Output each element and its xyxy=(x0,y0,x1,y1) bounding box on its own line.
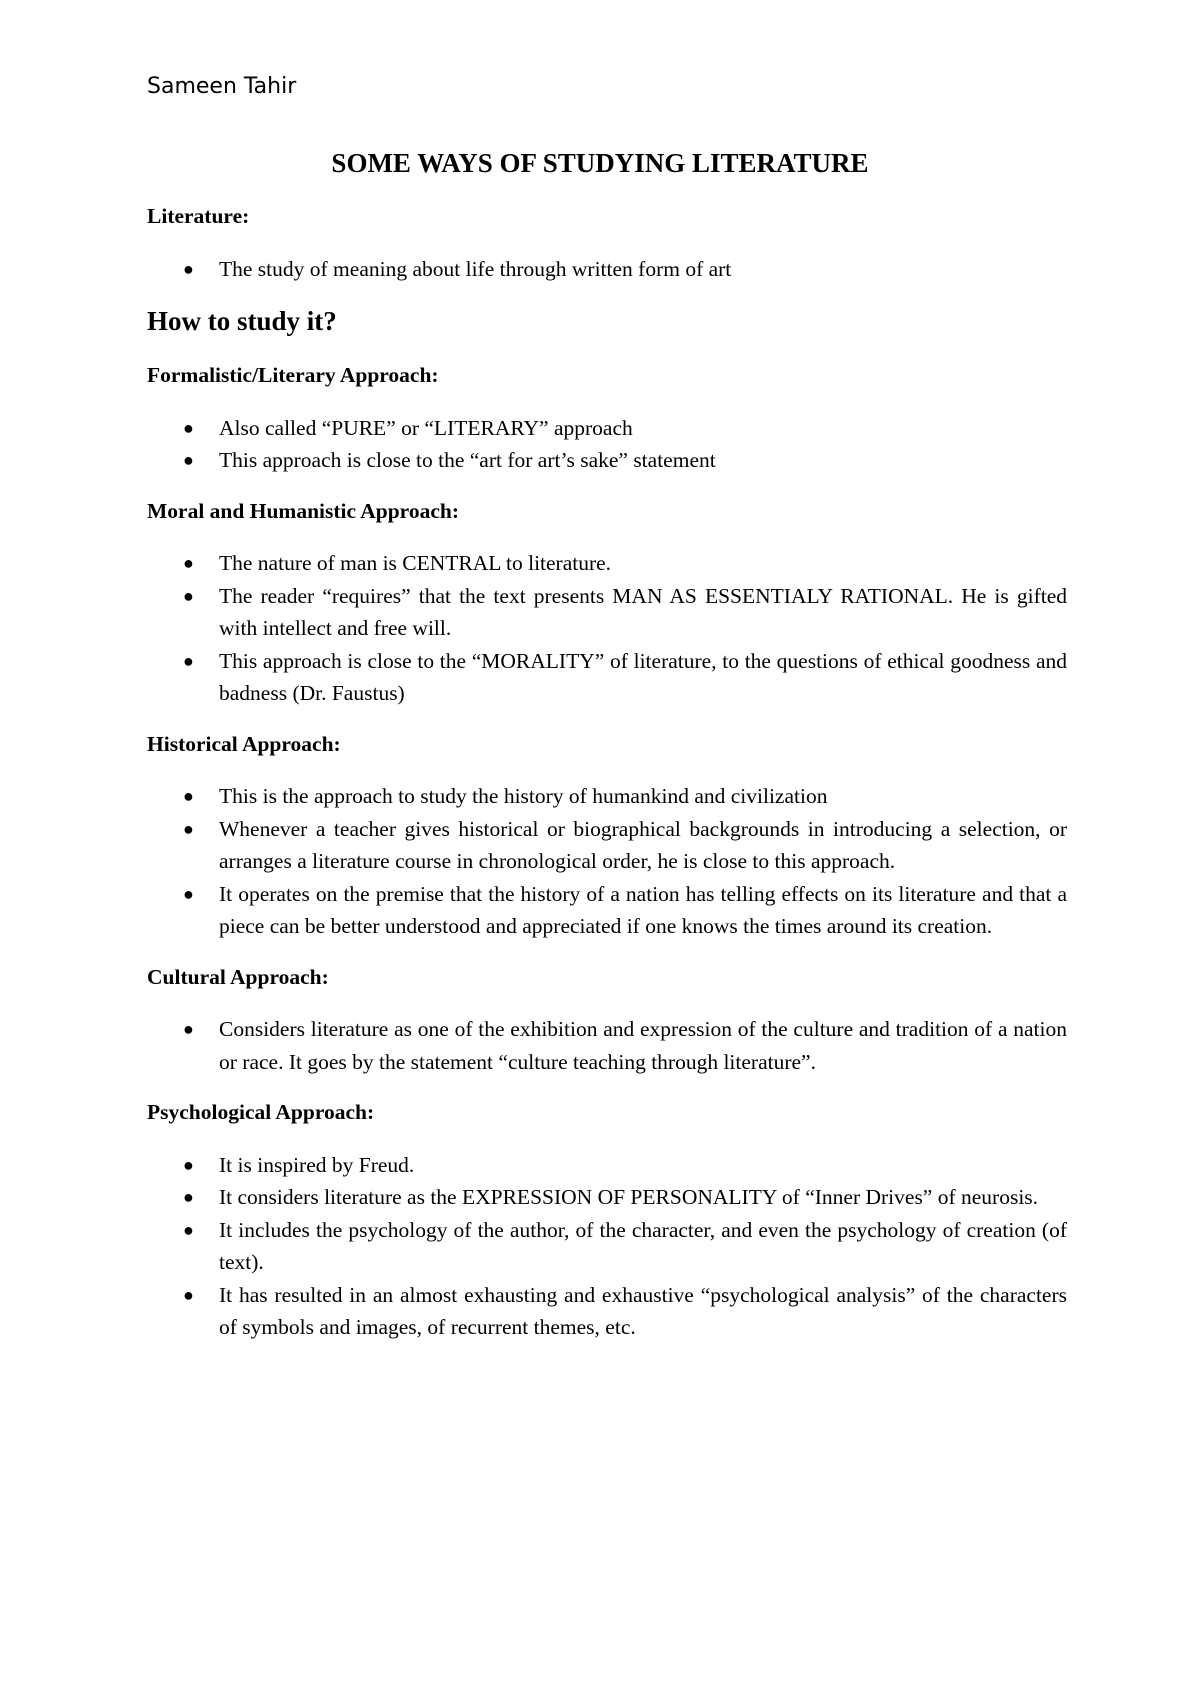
section-heading: Psychological Approach: xyxy=(147,1100,375,1124)
list-item: ● It operates on the premise that the history of a nation has telling effects on its literature and that a piece can be better understood and appreciated if one knows the times around its creation. xyxy=(147,878,1067,943)
document-title: SOME WAYS OF STUDYING LITERATURE xyxy=(331,148,869,178)
list-item: ● It considers literature as the EXPRESSION OF PERSONALITY of “Inner Drives” of neurosis. xyxy=(147,1181,1067,1214)
list-item: ● The nature of man is CENTRAL to literature. xyxy=(147,547,1067,580)
bullet-icon: ● xyxy=(183,818,194,839)
bullet-icon: ● xyxy=(183,553,194,573)
bullet-icon: ● xyxy=(183,650,194,671)
intro-list xyxy=(147,253,1067,286)
list-item: ● This approach is close to the “art for art’s sake” statement xyxy=(147,444,1067,477)
author-name: Sameen Tahir xyxy=(147,74,297,99)
intro-heading: Literature: xyxy=(147,204,250,228)
bullet-icon: ● xyxy=(183,258,194,279)
bullet-icon: ● xyxy=(183,1187,194,1207)
section-list xyxy=(147,412,1067,477)
section-heading: Moral and Humanistic Approach: xyxy=(147,498,459,523)
section-heading: Formalistic/Literary Approach: xyxy=(147,363,439,387)
list-item: ● The reader “requires” that the text presents MAN AS ESSENTIALY RATIONAL. He is gifted with intellect and free will. xyxy=(147,580,1067,645)
list-item: ● This is the approach to study the history of humankind and civilization xyxy=(147,780,1067,813)
list-item: ● This approach is close to the “MORALITY” of literature, to the questions of ethical goodness and badness (Dr. Faustus) xyxy=(147,645,1067,710)
section-list xyxy=(147,547,1067,710)
bullet-icon: ● xyxy=(183,450,194,470)
bullet-icon: ● xyxy=(183,1019,194,1039)
list-item: ● It has resulted in an almost exhausting and exhaustive “psychological analysis” of the characters of symbols and images, of recurrent themes, etc. xyxy=(147,1279,1067,1344)
list-item: ● It is inspired by Freud. xyxy=(147,1149,1067,1182)
list-item: ● Considers literature as one of the exhibition and expression of the culture and tradition of a nation or race. It goes by the statement “culture teaching through literature”. xyxy=(147,1013,1067,1078)
bullet-icon: ● xyxy=(183,1154,194,1175)
bullet-icon: ● xyxy=(183,1284,194,1305)
list-item: ● It includes the psychology of the author, of the character, and even the psychology of creation (of text). xyxy=(147,1214,1067,1279)
bullet-icon: ● xyxy=(183,1219,194,1240)
bullet-icon: ● xyxy=(183,883,194,904)
section-heading: Cultural Approach: xyxy=(147,964,329,989)
bullet-icon: ● xyxy=(183,585,194,606)
section-subtitle: How to study it? xyxy=(147,306,337,336)
bullet-icon: ● xyxy=(183,417,194,438)
section-list xyxy=(147,780,1067,943)
section-list xyxy=(147,1149,1067,1344)
list-item: ● Also called “PURE” or “LITERARY” approach xyxy=(147,412,1067,445)
document-body xyxy=(147,200,1067,1362)
section-heading: Historical Approach: xyxy=(147,731,341,756)
bullet-icon: ● xyxy=(183,786,194,806)
section-list xyxy=(147,1013,1067,1078)
list-item: ● Whenever a teacher gives historical or biographical backgrounds in introducing a selection, or arranges a literature course in chronological order, he is close to this approach. xyxy=(147,813,1067,878)
list-item: ● The study of meaning about life through written form of art xyxy=(147,253,1067,286)
